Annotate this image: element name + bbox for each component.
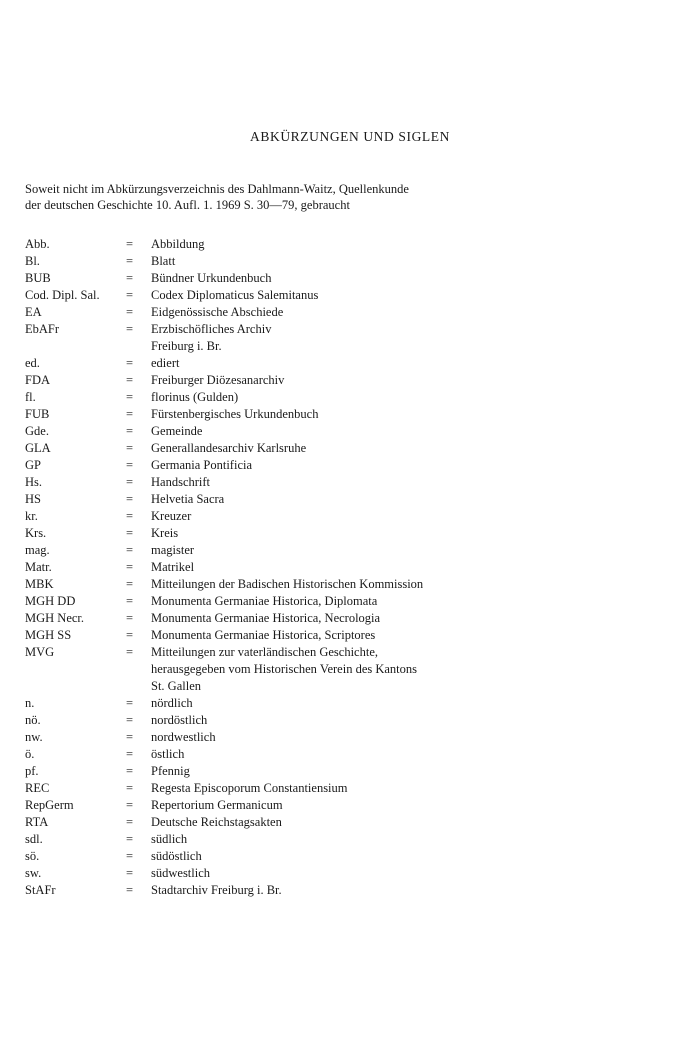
abbreviation-term: MBK bbox=[25, 577, 54, 591]
meaning-line: Mitteilungen zur vaterländischen Geschichte, bbox=[151, 645, 379, 659]
equals-sign: = bbox=[126, 849, 134, 863]
equals-sign: = bbox=[126, 509, 134, 523]
abbreviation-term: ö. bbox=[25, 747, 35, 761]
equals-sign: = bbox=[126, 475, 134, 489]
abbreviation-entry bbox=[25, 848, 545, 865]
equals-sign: = bbox=[126, 696, 134, 710]
equals-sign: = bbox=[126, 356, 134, 370]
abbreviation-term: GP bbox=[25, 458, 41, 472]
abbreviation-term: MVG bbox=[25, 645, 55, 659]
abbreviation-entry bbox=[25, 406, 545, 423]
abbreviation-term: pf. bbox=[25, 764, 39, 778]
equals-sign: = bbox=[126, 815, 134, 829]
meaning-line: Codex Diplomaticus Salemitanus bbox=[151, 288, 319, 302]
equals-sign: = bbox=[126, 271, 134, 285]
equals-sign: = bbox=[126, 373, 134, 387]
abbreviation-meaning bbox=[151, 729, 545, 746]
abbreviation-meaning bbox=[151, 746, 545, 763]
abbreviation-term: Cod. Dipl. Sal. bbox=[25, 288, 100, 302]
equals-sign: = bbox=[126, 441, 134, 455]
abbreviation-meaning bbox=[151, 882, 545, 899]
abbreviation-meaning bbox=[151, 457, 545, 474]
meaning-line: Freiburg i. Br. bbox=[151, 339, 222, 353]
intro-line: der deutschen Geschichte 10. Aufl. 1. 1969 S. 30—79, gebraucht bbox=[25, 198, 350, 212]
equals-sign: = bbox=[126, 492, 134, 506]
abbreviation-meaning bbox=[151, 593, 545, 610]
equals-sign: = bbox=[126, 781, 134, 795]
equals-sign: = bbox=[126, 390, 134, 404]
meaning-line: Fürstenbergisches Urkundenbuch bbox=[151, 407, 319, 421]
abbreviation-meaning bbox=[151, 763, 545, 780]
equals-sign: = bbox=[126, 798, 134, 812]
equals-sign: = bbox=[126, 424, 134, 438]
abbreviation-term: Abb. bbox=[25, 237, 50, 251]
abbreviation-entry bbox=[25, 236, 545, 253]
abbreviation-entry bbox=[25, 525, 545, 542]
meaning-line: Monumenta Germaniae Historica, Scriptores bbox=[151, 628, 376, 642]
meaning-line: südwestlich bbox=[151, 866, 211, 880]
abbreviation-meaning bbox=[151, 423, 545, 440]
abbreviation-term: FDA bbox=[25, 373, 51, 387]
abbreviation-meaning bbox=[151, 627, 545, 644]
abbreviation-entry bbox=[25, 576, 545, 593]
meaning-line: St. Gallen bbox=[151, 679, 201, 693]
meaning-line: Matrikel bbox=[151, 560, 195, 574]
equals-sign: = bbox=[126, 322, 134, 336]
abbreviation-term: nw. bbox=[25, 730, 43, 744]
equals-sign: = bbox=[126, 407, 134, 421]
abbreviation-term: RepGerm bbox=[25, 798, 74, 812]
abbreviation-term: Krs. bbox=[25, 526, 47, 540]
equals-sign: = bbox=[126, 832, 134, 846]
abbreviation-meaning bbox=[151, 712, 545, 729]
abbreviation-meaning bbox=[151, 321, 545, 355]
abbreviation-meaning bbox=[151, 865, 545, 882]
abbreviation-entry bbox=[25, 559, 545, 576]
equals-sign: = bbox=[126, 611, 134, 625]
abbreviation-term: ed. bbox=[25, 356, 40, 370]
equals-sign: = bbox=[126, 526, 134, 540]
intro-line: Soweit nicht im Abkürzungsverzeichnis des Dahlmann-Waitz, Quellenkunde bbox=[25, 182, 409, 196]
equals-sign: = bbox=[126, 866, 134, 880]
meaning-line: florinus (Gulden) bbox=[151, 390, 239, 404]
abbreviation-entry bbox=[25, 814, 545, 831]
equals-sign: = bbox=[126, 747, 134, 761]
equals-sign: = bbox=[126, 288, 134, 302]
abbreviation-meaning bbox=[151, 576, 545, 593]
abbreviation-meaning bbox=[151, 508, 545, 525]
meaning-line: Generallandesarchiv Karlsruhe bbox=[151, 441, 307, 455]
abbreviation-list bbox=[25, 236, 545, 899]
equals-sign: = bbox=[126, 305, 134, 319]
abbreviation-term: Bl. bbox=[25, 254, 40, 268]
abbreviation-term: kr. bbox=[25, 509, 38, 523]
equals-sign: = bbox=[126, 883, 134, 897]
meaning-line: Bündner Urkundenbuch bbox=[151, 271, 272, 285]
abbreviation-meaning bbox=[151, 389, 545, 406]
meaning-line: nördlich bbox=[151, 696, 193, 710]
abbreviation-entry bbox=[25, 423, 545, 440]
meaning-line: Repertorium Germanicum bbox=[151, 798, 283, 812]
abbreviation-entry bbox=[25, 457, 545, 474]
abbreviation-entry bbox=[25, 610, 545, 627]
equals-sign: = bbox=[126, 458, 134, 472]
meaning-line: Pfennig bbox=[151, 764, 190, 778]
meaning-line: Erzbischöfliches Archiv bbox=[151, 322, 272, 336]
abbreviation-term: sö. bbox=[25, 849, 40, 863]
meaning-line: Monumenta Germaniae Historica, Diplomata bbox=[151, 594, 378, 608]
abbreviation-meaning bbox=[151, 559, 545, 576]
abbreviation-meaning bbox=[151, 542, 545, 559]
abbreviation-entry bbox=[25, 627, 545, 644]
equals-sign: = bbox=[126, 645, 134, 659]
abbreviation-term: MGH Necr. bbox=[25, 611, 85, 625]
abbreviation-entry bbox=[25, 389, 545, 406]
abbreviation-meaning bbox=[151, 644, 545, 695]
abbreviation-term: BUB bbox=[25, 271, 51, 285]
abbreviation-meaning bbox=[151, 270, 545, 287]
abbreviation-meaning bbox=[151, 491, 545, 508]
abbreviation-meaning bbox=[151, 610, 545, 627]
abbreviation-term: REC bbox=[25, 781, 50, 795]
abbreviation-term: mag. bbox=[25, 543, 50, 557]
abbreviation-entry bbox=[25, 831, 545, 848]
equals-sign: = bbox=[126, 254, 134, 268]
meaning-line: Monumenta Germaniae Historica, Necrologia bbox=[151, 611, 381, 625]
meaning-line: Handschrift bbox=[151, 475, 211, 489]
abbreviation-term: FUB bbox=[25, 407, 50, 421]
abbreviation-entry bbox=[25, 763, 545, 780]
abbreviation-term: nö. bbox=[25, 713, 41, 727]
equals-sign: = bbox=[126, 730, 134, 744]
abbreviation-entry bbox=[25, 474, 545, 491]
abbreviation-term: sdl. bbox=[25, 832, 43, 846]
abbreviation-meaning bbox=[151, 406, 545, 423]
abbreviation-meaning bbox=[151, 797, 545, 814]
abbreviation-entry bbox=[25, 372, 545, 389]
abbreviation-entry bbox=[25, 797, 545, 814]
abbreviation-term: Hs. bbox=[25, 475, 43, 489]
abbreviation-meaning bbox=[151, 780, 545, 797]
meaning-line: Freiburger Diözesanarchiv bbox=[151, 373, 285, 387]
abbreviation-entry bbox=[25, 321, 545, 355]
abbreviation-meaning bbox=[151, 440, 545, 457]
abbreviation-entry bbox=[25, 780, 545, 797]
meaning-line: Mitteilungen der Badischen Historischen Kommission bbox=[151, 577, 424, 591]
meaning-line: südöstlich bbox=[151, 849, 202, 863]
abbreviation-entry bbox=[25, 712, 545, 729]
intro-paragraph bbox=[25, 181, 545, 213]
abbreviation-meaning bbox=[151, 287, 545, 304]
abbreviation-meaning bbox=[151, 525, 545, 542]
abbreviation-entry bbox=[25, 729, 545, 746]
meaning-line: Abbildung bbox=[151, 237, 205, 251]
meaning-line: ediert bbox=[151, 356, 180, 370]
meaning-line: Regesta Episcoporum Constantiensium bbox=[151, 781, 348, 795]
abbreviation-term: Gde. bbox=[25, 424, 49, 438]
abbreviation-entry bbox=[25, 542, 545, 559]
abbreviation-meaning bbox=[151, 848, 545, 865]
meaning-line: Eidgenössische Abschiede bbox=[151, 305, 284, 319]
abbreviation-meaning bbox=[151, 831, 545, 848]
abbreviation-entry bbox=[25, 695, 545, 712]
abbreviation-meaning bbox=[151, 474, 545, 491]
abbreviation-meaning bbox=[151, 695, 545, 712]
meaning-line: südlich bbox=[151, 832, 188, 846]
abbreviation-entry bbox=[25, 440, 545, 457]
abbreviation-entry bbox=[25, 253, 545, 270]
abbreviation-meaning bbox=[151, 253, 545, 270]
abbreviation-term: HS bbox=[25, 492, 41, 506]
abbreviation-term: sw. bbox=[25, 866, 42, 880]
equals-sign: = bbox=[126, 628, 134, 642]
abbreviation-entry bbox=[25, 508, 545, 525]
meaning-line: herausgegeben vom Historischen Verein des Kantons bbox=[151, 662, 418, 676]
abbreviation-term: EbAFr bbox=[25, 322, 60, 336]
abbreviation-meaning bbox=[151, 236, 545, 253]
abbreviation-entry bbox=[25, 270, 545, 287]
abbreviation-term: MGH SS bbox=[25, 628, 72, 642]
meaning-line: nordöstlich bbox=[151, 713, 208, 727]
meaning-line: nordwestlich bbox=[151, 730, 216, 744]
abbreviation-term: n. bbox=[25, 696, 35, 710]
equals-sign: = bbox=[126, 577, 134, 591]
meaning-line: Kreuzer bbox=[151, 509, 192, 523]
equals-sign: = bbox=[126, 560, 134, 574]
abbreviation-meaning bbox=[151, 814, 545, 831]
meaning-line: magister bbox=[151, 543, 195, 557]
equals-sign: = bbox=[126, 713, 134, 727]
abbreviation-entry bbox=[25, 865, 545, 882]
meaning-line: Stadtarchiv Freiburg i. Br. bbox=[151, 883, 282, 897]
abbreviation-entry bbox=[25, 746, 545, 763]
meaning-line: östlich bbox=[151, 747, 185, 761]
meaning-line: Germania Pontificia bbox=[151, 458, 253, 472]
abbreviation-entry bbox=[25, 355, 545, 372]
abbreviation-term: MGH DD bbox=[25, 594, 76, 608]
abbreviation-entry bbox=[25, 882, 545, 899]
abbreviation-entry bbox=[25, 644, 545, 695]
equals-sign: = bbox=[126, 764, 134, 778]
abbreviation-meaning bbox=[151, 372, 545, 389]
abbreviation-term: fl. bbox=[25, 390, 36, 404]
abbreviation-meaning bbox=[151, 304, 545, 321]
abbreviation-term: Matr. bbox=[25, 560, 52, 574]
abbreviation-term: GLA bbox=[25, 441, 51, 455]
meaning-line: Gemeinde bbox=[151, 424, 203, 438]
equals-sign: = bbox=[126, 594, 134, 608]
abbreviation-meaning bbox=[151, 355, 545, 372]
abbreviation-entry bbox=[25, 593, 545, 610]
meaning-line: Blatt bbox=[151, 254, 176, 268]
meaning-line: Deutsche Reichstagsakten bbox=[151, 815, 282, 829]
abbreviation-entry bbox=[25, 304, 545, 321]
abbreviation-term: StAFr bbox=[25, 883, 56, 897]
equals-sign: = bbox=[126, 543, 134, 557]
page-title: ABKÜRZUNGEN UND SIGLEN bbox=[250, 129, 450, 144]
abbreviation-entry bbox=[25, 287, 545, 304]
abbreviation-term: EA bbox=[25, 305, 42, 319]
abbreviation-entry bbox=[25, 491, 545, 508]
meaning-line: Kreis bbox=[151, 526, 179, 540]
meaning-line: Helvetia Sacra bbox=[151, 492, 225, 506]
equals-sign: = bbox=[126, 237, 134, 251]
abbreviation-term: RTA bbox=[25, 815, 49, 829]
